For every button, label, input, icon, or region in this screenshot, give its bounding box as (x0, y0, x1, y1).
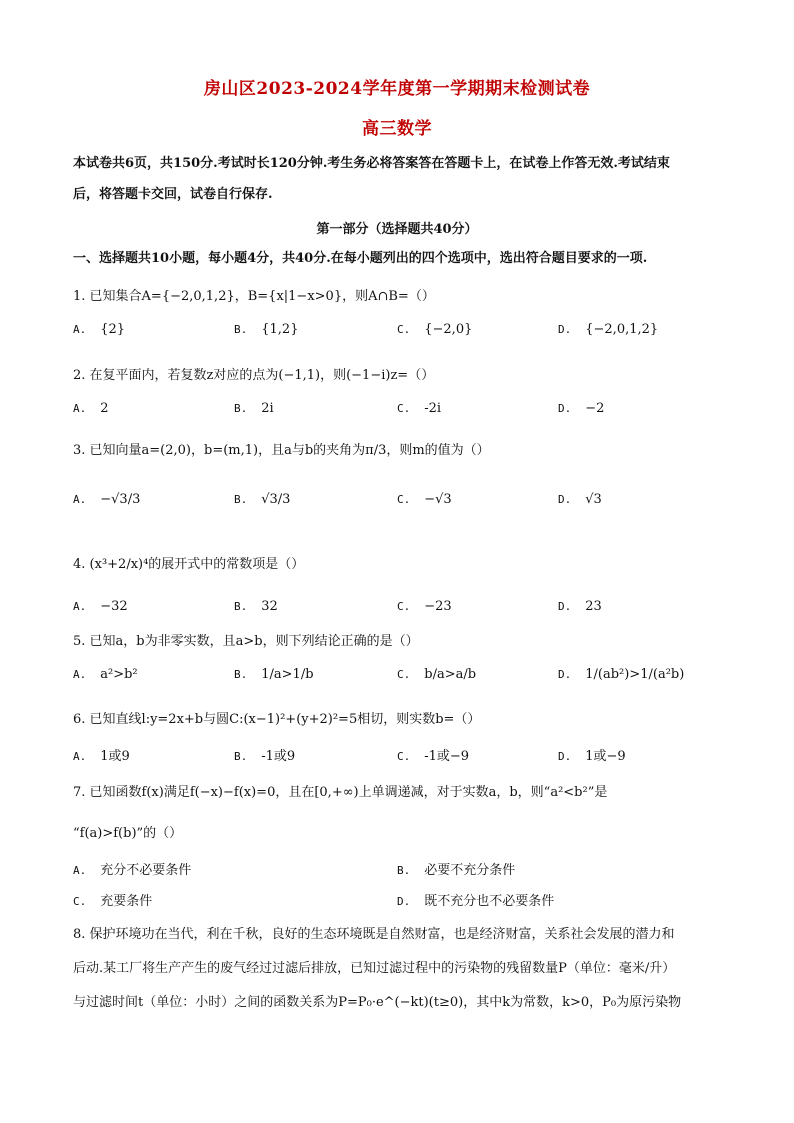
option-text: 充分不必要条件 (100, 863, 192, 878)
question-3-option-b (234, 492, 290, 507)
option-letter: A. (73, 864, 87, 877)
option-letter: D. (558, 600, 572, 613)
option-letter: C. (397, 493, 411, 506)
option-letter: D. (397, 895, 411, 908)
option-letter: C. (397, 402, 411, 415)
question-2-option-b (234, 401, 274, 416)
option-text: 既不充分也不必要条件 (424, 894, 555, 909)
question-2-option-a (73, 401, 109, 416)
option-text: −23 (424, 599, 452, 614)
question-1-option-d (558, 322, 658, 337)
option-text: 1/(ab²)>1/(a²b) (585, 667, 685, 682)
question-8-line-2: 后动.某工厂将生产产生的废气经过过滤后排放，已知过滤过程中的污染物的残留数量P（单位：毫米/升） (73, 961, 676, 976)
intro-line-2: 后，将答题卡交回，试卷自行保存. (73, 187, 273, 202)
option-letter: D. (558, 668, 572, 681)
question-7-option-d (397, 890, 554, 909)
option-letter: B. (234, 668, 248, 681)
question-7-option-c (73, 890, 152, 909)
option-text: b/a>a/b (424, 667, 477, 682)
option-letter: C. (397, 750, 411, 763)
question-5-stem: 5. 已知a，b为非零实数，且a>b，则下列结论正确的是（） (73, 634, 419, 649)
question-1-option-a (73, 322, 125, 337)
question-4-option-a (73, 599, 128, 614)
option-letter: D. (558, 402, 572, 415)
option-text: {2} (100, 322, 126, 337)
option-text: a²>b² (100, 667, 138, 682)
question-7-stem: 7. 已知函数f(x)满足f(−x)−f(x)=0，且在[0,+∞)上单调递减，对于实数a，b，则“a²<b²”是 (73, 785, 608, 800)
option-text: −32 (100, 599, 128, 614)
question-5-option-d (558, 667, 684, 682)
option-text: 2i (261, 401, 274, 416)
option-letter: D. (558, 323, 572, 336)
option-text: 1或−9 (585, 749, 626, 764)
option-letter: B. (234, 402, 248, 415)
option-text: 2 (100, 401, 109, 416)
option-text: 1/a>1/b (261, 667, 314, 682)
question-4-option-d (558, 599, 602, 614)
option-letter: B. (397, 864, 411, 877)
option-letter: A. (73, 402, 87, 415)
option-text: {−2,0} (424, 322, 473, 337)
question-7-option-b (397, 859, 515, 878)
option-text: 32 (261, 599, 278, 614)
section-instruction: 一、选择题共10小题，每小题4分，共40分.在每小题列出的四个选项中，选出符合题目要求的一项. (73, 251, 648, 266)
question-5-option-b (234, 667, 314, 682)
option-text: −√3 (424, 492, 452, 507)
question-8-line-3: 与过滤时间t（单位：小时）之间的函数关系为P=P₀·e^(−kt)(t≥0)，其中k为常数，k>0，P₀为原污染物 (73, 995, 682, 1010)
option-letter: C. (397, 600, 411, 613)
option-text: −2 (585, 401, 605, 416)
question-1-option-c (397, 322, 472, 337)
question-1-option-b (234, 322, 298, 337)
option-letter: A. (73, 493, 87, 506)
option-letter: A. (73, 750, 87, 763)
question-2-option-d (558, 401, 604, 416)
option-text: -1或9 (261, 749, 296, 764)
option-letter: B. (234, 600, 248, 613)
question-4-option-c (397, 599, 452, 614)
question-1-stem: 1. 已知集合A={−2,0,1,2}，B={x|1−x>0}，则A∩B=（） (73, 289, 435, 304)
question-2-stem: 2. 在复平面内，若复数z对应的点为(−1,1)，则(−1−i)z=（） (73, 368, 435, 383)
option-letter: D. (558, 750, 572, 763)
question-7-stem-continued: “f(a)>f(b)”的（） (73, 826, 183, 841)
intro-line-1: 本试卷共6页，共150分.考试时长120分钟.考生务必将答案答在答题卡上，在试卷上作答无效.考试结束 (73, 156, 670, 171)
option-letter: B. (234, 493, 248, 506)
question-4-stem: 4. (x³+2/x)⁴的展开式中的常数项是（） (73, 557, 305, 572)
option-letter: B. (234, 323, 248, 336)
question-3-option-d (558, 492, 602, 507)
question-3-option-a (73, 492, 140, 507)
question-3-option-c (397, 492, 452, 507)
option-letter: A. (73, 323, 87, 336)
question-6-option-b (234, 745, 295, 764)
question-2-option-c (397, 401, 441, 416)
option-letter: C. (397, 323, 411, 336)
option-text: -1或−9 (424, 749, 470, 764)
option-text: {−2,0,1,2} (585, 322, 659, 337)
question-6-option-d (558, 745, 626, 764)
question-5-option-c (397, 667, 476, 682)
option-text: {1,2} (261, 322, 299, 337)
question-4-option-b (234, 599, 278, 614)
exam-title: 房山区2023-2024学年度第一学期期末检测试卷 (203, 79, 591, 99)
option-letter: C. (397, 668, 411, 681)
part-heading: 第一部分（选择题共40分） (316, 222, 478, 237)
question-3-stem: 3. 已知向量a=(2,0)，b=(m,1)，且a与b的夹角为π/3，则m的值为（） (73, 443, 490, 458)
option-letter: A. (73, 600, 87, 613)
question-7-option-a (73, 859, 191, 878)
option-text: -2i (424, 401, 442, 416)
option-text: 必要不充分条件 (424, 863, 516, 878)
question-6-option-c (397, 745, 469, 764)
option-text: √3 (585, 492, 602, 507)
question-6-stem: 6. 已知直线l:y=2x+b与圆C:(x−1)²+(y+2)²=5相切，则实数b=（） (73, 712, 481, 727)
option-letter: B. (234, 750, 248, 763)
option-letter: D. (558, 493, 572, 506)
exam-subtitle: 高三数学 (362, 119, 432, 139)
question-5-option-a (73, 667, 138, 682)
question-8-line-1: 8. 保护环境功在当代，利在千秋，良好的生态环境既是自然财富，也是经济财富，关系社会发展的潜力和 (73, 927, 675, 942)
option-letter: A. (73, 668, 87, 681)
option-text: √3/3 (261, 492, 291, 507)
option-text: 充要条件 (100, 894, 153, 909)
option-text: 1或9 (100, 749, 130, 764)
option-letter: C. (73, 895, 87, 908)
option-text: 23 (585, 599, 602, 614)
option-text: −√3/3 (100, 492, 141, 507)
question-6-option-a (73, 745, 130, 764)
